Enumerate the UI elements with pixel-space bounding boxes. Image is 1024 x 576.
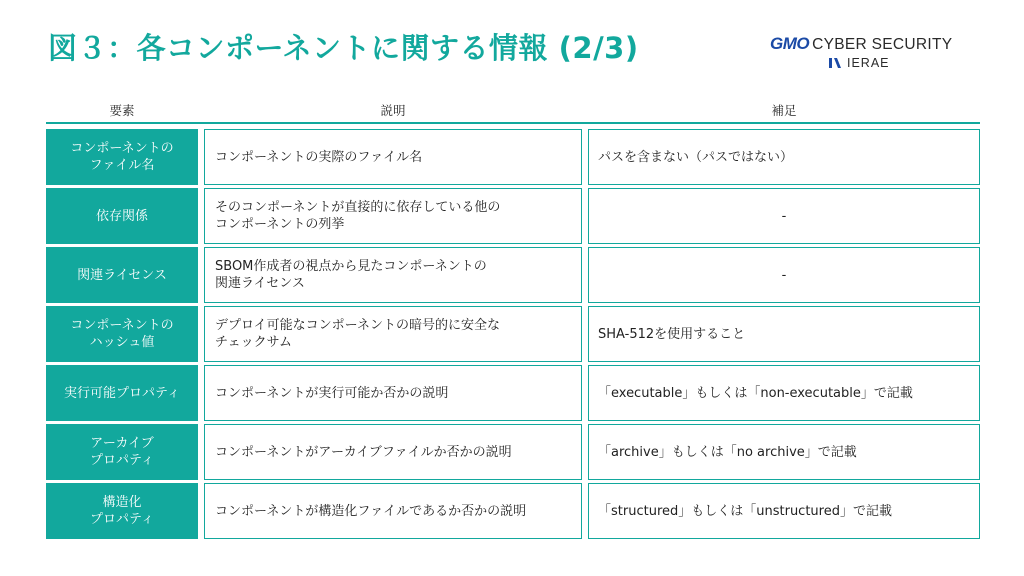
row-label: 実行可能プロパティ	[46, 365, 198, 421]
table-row	[46, 188, 980, 244]
table-row	[46, 306, 980, 362]
table-row	[46, 365, 980, 421]
row-description: SBOM作成者の視点から見たコンポーネントの 関連ライセンス	[204, 247, 582, 303]
row-description: コンポーネントが構造化ファイルであるか否かの説明	[204, 483, 582, 539]
row-label: アーカイブ プロパティ	[46, 424, 198, 480]
row-description: コンポーネントの実際のファイル名	[204, 129, 582, 185]
row-note: 「structured」もしくは「unstructured」で記載	[588, 483, 980, 539]
row-description: そのコンポーネントが直接的に依存している他の コンポーネントの列挙	[204, 188, 582, 244]
header-element: 要素	[109, 103, 135, 118]
logo-gmo-text: GMO	[770, 34, 810, 53]
row-description: コンポーネントがアーカイブファイルか否かの説明	[204, 424, 582, 480]
table-row	[46, 129, 980, 185]
logo-brand-text: CYBER SECURITY	[812, 36, 953, 53]
company-logo	[770, 34, 985, 74]
row-note: 「executable」もしくは「non-executable」で記載	[588, 365, 980, 421]
logo-sub-text: IERAE	[847, 56, 890, 70]
row-label: 関連ライセンス	[46, 247, 198, 303]
table-row	[46, 247, 980, 303]
row-description: デプロイ可能なコンポーネントの暗号的に安全な チェックサム	[204, 306, 582, 362]
row-note: -	[588, 247, 980, 303]
table-header	[46, 101, 980, 121]
row-note: SHA-512を使用すること	[588, 306, 980, 362]
row-label: コンポーネントの ハッシュ値	[46, 306, 198, 362]
row-note: -	[588, 188, 980, 244]
ierae-mark-icon	[828, 57, 842, 69]
row-note: パスを含まない（パスではない）	[588, 129, 980, 185]
row-label: コンポーネントの ファイル名	[46, 129, 198, 185]
table-row	[46, 424, 980, 480]
header-divider	[46, 122, 980, 124]
header-description: 説明	[380, 103, 406, 118]
page-title: 図３：各コンポーネントに関する情報 (2/3)	[48, 31, 639, 65]
table-row	[46, 483, 980, 539]
row-label: 依存関係	[46, 188, 198, 244]
row-description: コンポーネントが実行可能か否かの説明	[204, 365, 582, 421]
row-label: 構造化 プロパティ	[46, 483, 198, 539]
row-note: 「archive」もしくは「no archive」で記載	[588, 424, 980, 480]
header-note: 補足	[771, 103, 797, 118]
